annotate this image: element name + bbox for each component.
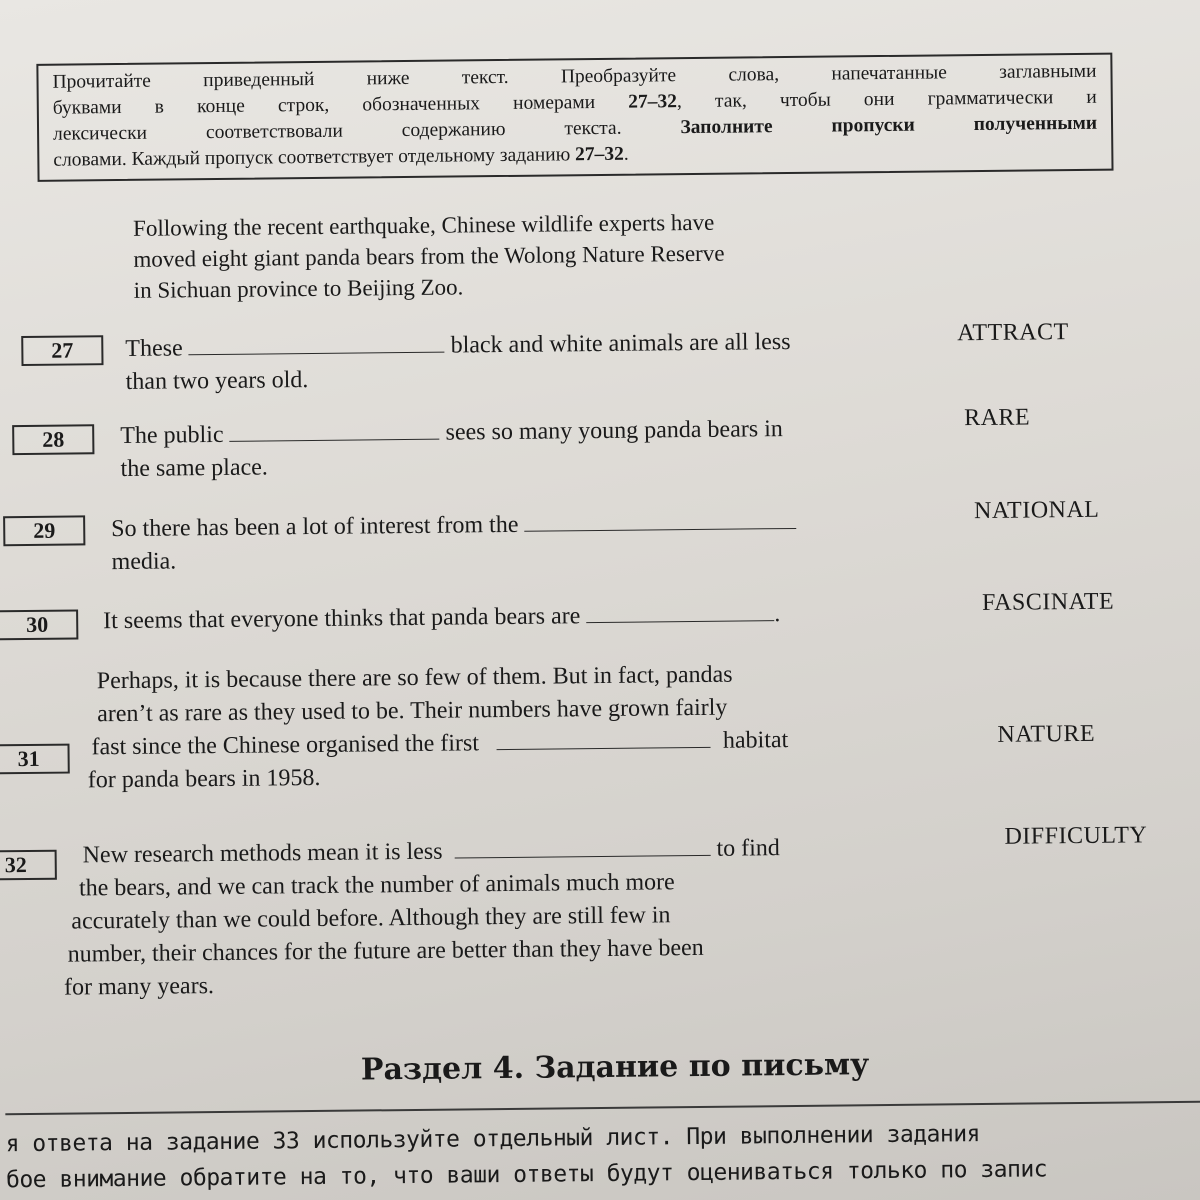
task-range: 27–32 — [575, 143, 624, 166]
task-line: for panda bears in 1958. — [87, 764, 321, 794]
answer-gap[interactable] — [229, 419, 439, 442]
text-before-gap: So there has been a lot of interest from the — [111, 511, 519, 543]
task-text — [120, 413, 783, 486]
task-line — [103, 598, 780, 638]
instruction-text: , так, чтобы они грамматически и — [676, 86, 1097, 113]
answer-gap[interactable] — [454, 835, 710, 859]
divider-line — [5, 1101, 1200, 1116]
intro-paragraph — [133, 205, 864, 306]
instruction-text: Прочитайте приведенный ниже текст. Преобразуйте слова, напечатанные заглавными — [52, 60, 1097, 93]
text-before-gap: fast since the Chinese organised the first — [91, 730, 480, 761]
task-number-box: 28 — [12, 424, 94, 455]
instruction-text: буквами в конце строк, обозначенных номерами — [52, 91, 629, 119]
text-after-gap: . — [774, 601, 781, 628]
answer-gap[interactable] — [497, 727, 711, 750]
task-text — [87, 658, 789, 797]
task-number-box: 27 — [21, 335, 103, 366]
keyword-nature: NATURE — [997, 720, 1096, 748]
text-after-gap: to find — [716, 835, 780, 862]
task-line: the same place. — [120, 454, 268, 483]
intro-line: Following the recent earthquake, Chinese wildlife experts have — [132, 209, 715, 241]
section-heading: Раздел 4. Задание по письму — [360, 1047, 870, 1088]
text-after-gap: black and white animals are all less — [450, 328, 791, 359]
task-text — [111, 506, 797, 579]
task-line: the bears, and we can track the number of animals much more — [78, 869, 675, 902]
text-before-gap: The public — [120, 421, 224, 450]
task-number-box: 29 — [3, 515, 85, 546]
task-text — [103, 598, 780, 638]
task-28 — [0, 404, 1198, 483]
bottom-line: бое внимание обратите на то, что ваши ответы будут оцениваться только по запис — [5, 1156, 1048, 1194]
answer-gap[interactable] — [586, 600, 774, 623]
instruction-text: лексически соответствовали содержанию текста. — [52, 117, 681, 145]
task-line: accurately than we could before. Although they are still few in — [71, 902, 671, 935]
bottom-instructions — [5, 1114, 1200, 1199]
instruction-emphasis: Заполните пропуски полученными — [680, 112, 1098, 139]
bottom-line: я ответа на задание 33 используйте отдельный лист. При выполнении задания — [5, 1121, 981, 1158]
keyword-attract: ATTRACT — [957, 319, 1069, 347]
text-after-gap: sees so many young panda bears in — [445, 416, 783, 446]
keyword-national: NATIONAL — [973, 496, 1100, 525]
instruction-text: словами. Каждый пропуск соответствует отдельному заданию — [53, 144, 576, 171]
instruction-text: . — [623, 143, 629, 165]
task-line: number, their chances for the future are better than they have been — [67, 934, 704, 968]
task-32 — [2, 822, 1200, 1001]
task-31 — [1, 654, 1200, 794]
keyword-difficulty: DIFFICULTY — [1004, 822, 1148, 850]
intro-line: in Sichuan province to Beijing Zoo. — [133, 274, 464, 303]
instruction-box — [36, 53, 1113, 182]
task-number-box: 30 — [0, 609, 78, 640]
task-line: aren’t as rare as they used to be. Their numbers have grown fairly — [97, 694, 728, 728]
task-line — [120, 413, 783, 453]
keyword-fascinate: FASCINATE — [981, 588, 1115, 616]
text-before-gap: These — [125, 335, 183, 362]
intro-line: moved eight giant panda bears from the Wolong Nature Reserve — [133, 240, 725, 272]
answer-gap[interactable] — [524, 508, 796, 532]
task-number-box: 31 — [0, 744, 70, 775]
task-line: media. — [111, 548, 177, 576]
answer-gap[interactable] — [189, 332, 445, 356]
task-29 — [0, 496, 1199, 576]
task-line: Perhaps, it is because there are so few of them. But in fact, pandas — [96, 661, 733, 695]
text-before-gap: It seems that everyone thinks that panda bears are — [103, 603, 581, 635]
task-30 — [0, 588, 1200, 638]
task-line — [125, 326, 791, 366]
task-line: for many years. — [63, 973, 215, 1001]
task-number-box: 32 — [0, 850, 57, 881]
task-range: 27–32 — [628, 91, 678, 113]
text-before-gap: New research methods mean it is less — [82, 838, 443, 869]
keyword-rare: RARE — [963, 404, 1031, 432]
task-text — [125, 326, 791, 399]
task-text — [63, 832, 781, 1004]
task-27 — [0, 319, 1197, 395]
text-after-gap: habitat — [722, 727, 789, 754]
task-line: than two years old. — [125, 367, 309, 395]
